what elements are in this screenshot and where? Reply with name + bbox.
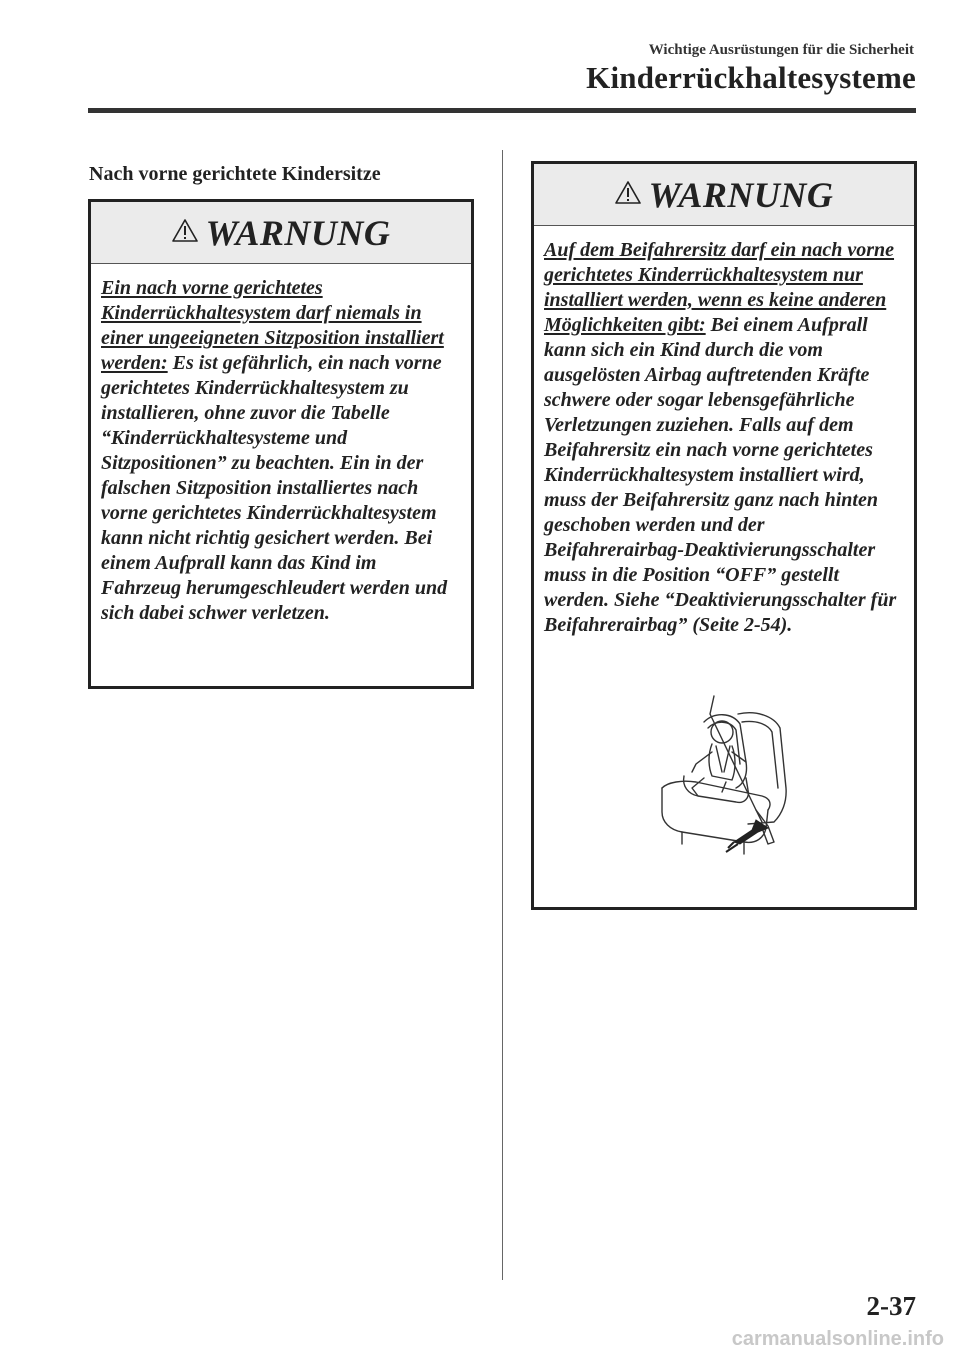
header-title: Kinderrückhaltesysteme (586, 60, 916, 95)
warning-lead: Auf dem Beifahrersitz darf ein nach vorne gerichtetes Kinderrückhaltesystem nur installiert werden, wenn es keine anderen Möglichkeiten gibt: (544, 239, 895, 336)
page-number: 2-37 (866, 1291, 916, 1321)
warning-text: Es ist gefährlich, ein nach vorne gerichtetes Kinderrückhaltesystem zu installieren, ohne zuvor die Tabelle “Kinderrückhaltesysteme und Sitzpositionen” zu beachten. Ein in der falschen Sitzposition installiertes nach vorne gerichtetes Kinderrückhaltesystem kann nicht richtig gesichert werden. Bei einem Aufprall kann das Kind im Fahrzeug herumgeschleudert werden und sich dabei schwer verletzen. (101, 352, 448, 624)
warning-triangle-icon (172, 218, 198, 247)
header-rule (88, 108, 916, 113)
warning-box-left (88, 199, 474, 689)
warning-box-right (531, 161, 917, 910)
warning-body (91, 264, 471, 636)
warning-text: Bei einem Aufprall kann sich ein Kind durch die vom ausgelösten Airbag auftretenden Kräfte schwere oder sogar lebensgefährliche Verletzungen zuziehen. Falls auf dem Beifahrersitz ein nach vorne gerichtetes Kinderrückhaltesystem installiert wird, muss der Beifahrersitz ganz nach hinten geschoben werden und der Beifahrerairbag-Deaktivierungsschalter muss in die Position “OFF” gestellt werden. Siehe “Deaktivierungsschalter für Beifahrerairbag” (Seite 2-54). (544, 314, 897, 636)
watermark: carmanualsonline.info (731, 1328, 944, 1350)
warning-title: WARNUNG (648, 174, 834, 215)
forward-facing-child-seat-illustration (652, 692, 802, 858)
warning-body (534, 226, 914, 648)
section-heading: Nach vorne gerichtete Kindersitze (89, 163, 381, 185)
column-divider (502, 150, 503, 1280)
warning-header (91, 202, 471, 264)
warning-title: WARNUNG (205, 212, 391, 253)
warning-triangle-icon (615, 180, 641, 209)
header-subtitle: Wichtige Ausrüstungen für die Sicherheit (648, 42, 914, 58)
warning-lead: Ein nach vorne gerichtetes Kinderrückhaltesystem darf niemals in einer ungeeigneten Sitzposition installiert werden: (101, 277, 444, 374)
warning-header (534, 164, 914, 226)
